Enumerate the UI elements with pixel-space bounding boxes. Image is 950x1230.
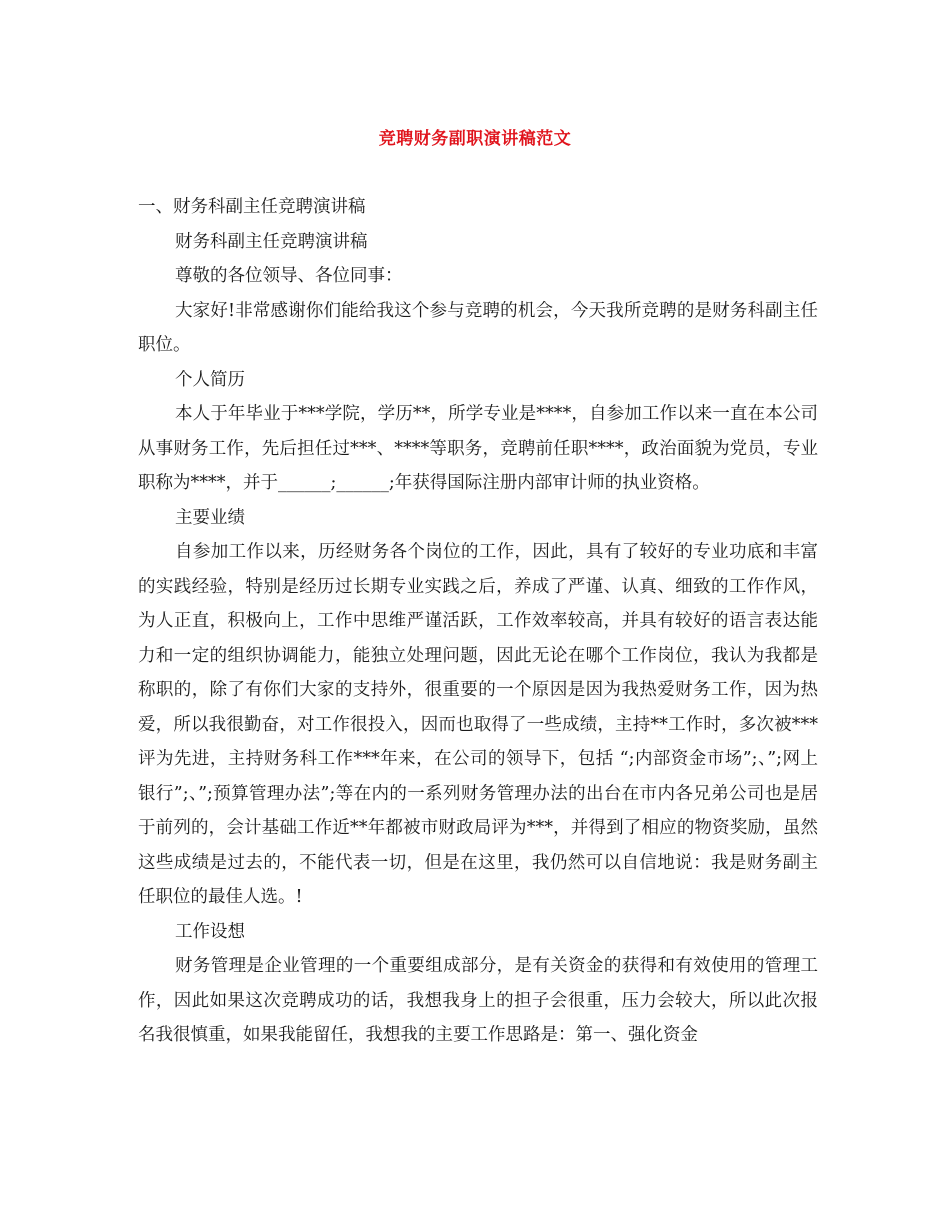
resume-paragraph: 本人于年毕业于***学院，学历**，所学专业是****，自参加工作以来一直在本公司从事财务工作，先后担任过***、****等职务，竞聘前任职****，政治面貌为党员，专业职称为****，并于______;______;年获得国际注册内部审计师的执业资格。 [138, 404, 818, 493]
achievements-paragraph: 自参加工作以来，历经财务各个岗位的工作，因此，具有了较好的专业功底和丰富的实践经验，特别是经历过长期专业实践之后，养成了严谨、认真、细致的工作作风，为人正直，积极向上，工作中思维严谨活跃，工作效率较高，并具有较好的语言表达能力和一定的组织协调能力，能独立处理问题，因此无论在哪个工作岗位，我认为我都是称职的，除了有你们大家的支持外，很重要的一个原因是因为我热爱财务工作，因为热爱，所以我很勤奋，对工作很投入，因而也取得了一些成绩，主持**工作时，多次被***评为先进，主持财务科工作***年来，在公司的领导下，包括 “;内部资金市场”;、”;网上银行”;、”;预算管理办法”;等在内的一系列财务管理办法的出台在市内各兄弟公司也是居于前列的，会计基础工作近**年都被市财政局评为***，并得到了相应的物资奖励，虽然这些成绩是过去的，不能代表一切，但是在这里，我仍然可以自信地说：我是财务副主任职位的最佳人选。! [138, 542, 818, 907]
speech-title: 财务科副主任竞聘演讲稿 [175, 231, 368, 252]
subheading-achievements: 主要业绩 [175, 507, 245, 528]
section-heading: 一、财务科副主任竞聘演讲稿 [138, 197, 366, 217]
subheading-plans: 工作设想 [175, 921, 245, 942]
plans-paragraph: 财务管理是企业管理的一个重要组成部分，是有关资金的获得和有效使用的管理工作，因此如果这次竞聘成功的话，我想我身上的担子会很重，压力会较大，所以此次报名我很慎重，如果我能留任，我想我的主要工作思路是：第一、强化资金 [138, 956, 818, 1045]
salutation: 尊敬的各位领导、各位同事： [175, 266, 403, 286]
document-body [138, 190, 818, 1053]
document-title: 竞聘财务副职演讲稿范文 [378, 129, 572, 149]
subheading-resume: 个人简历 [175, 369, 245, 390]
opening-paragraph: 大家好!非常感谢你们能给我这个参与竞聘的机会，今天我所竞聘的是财务科副主任职位。 [138, 300, 818, 355]
